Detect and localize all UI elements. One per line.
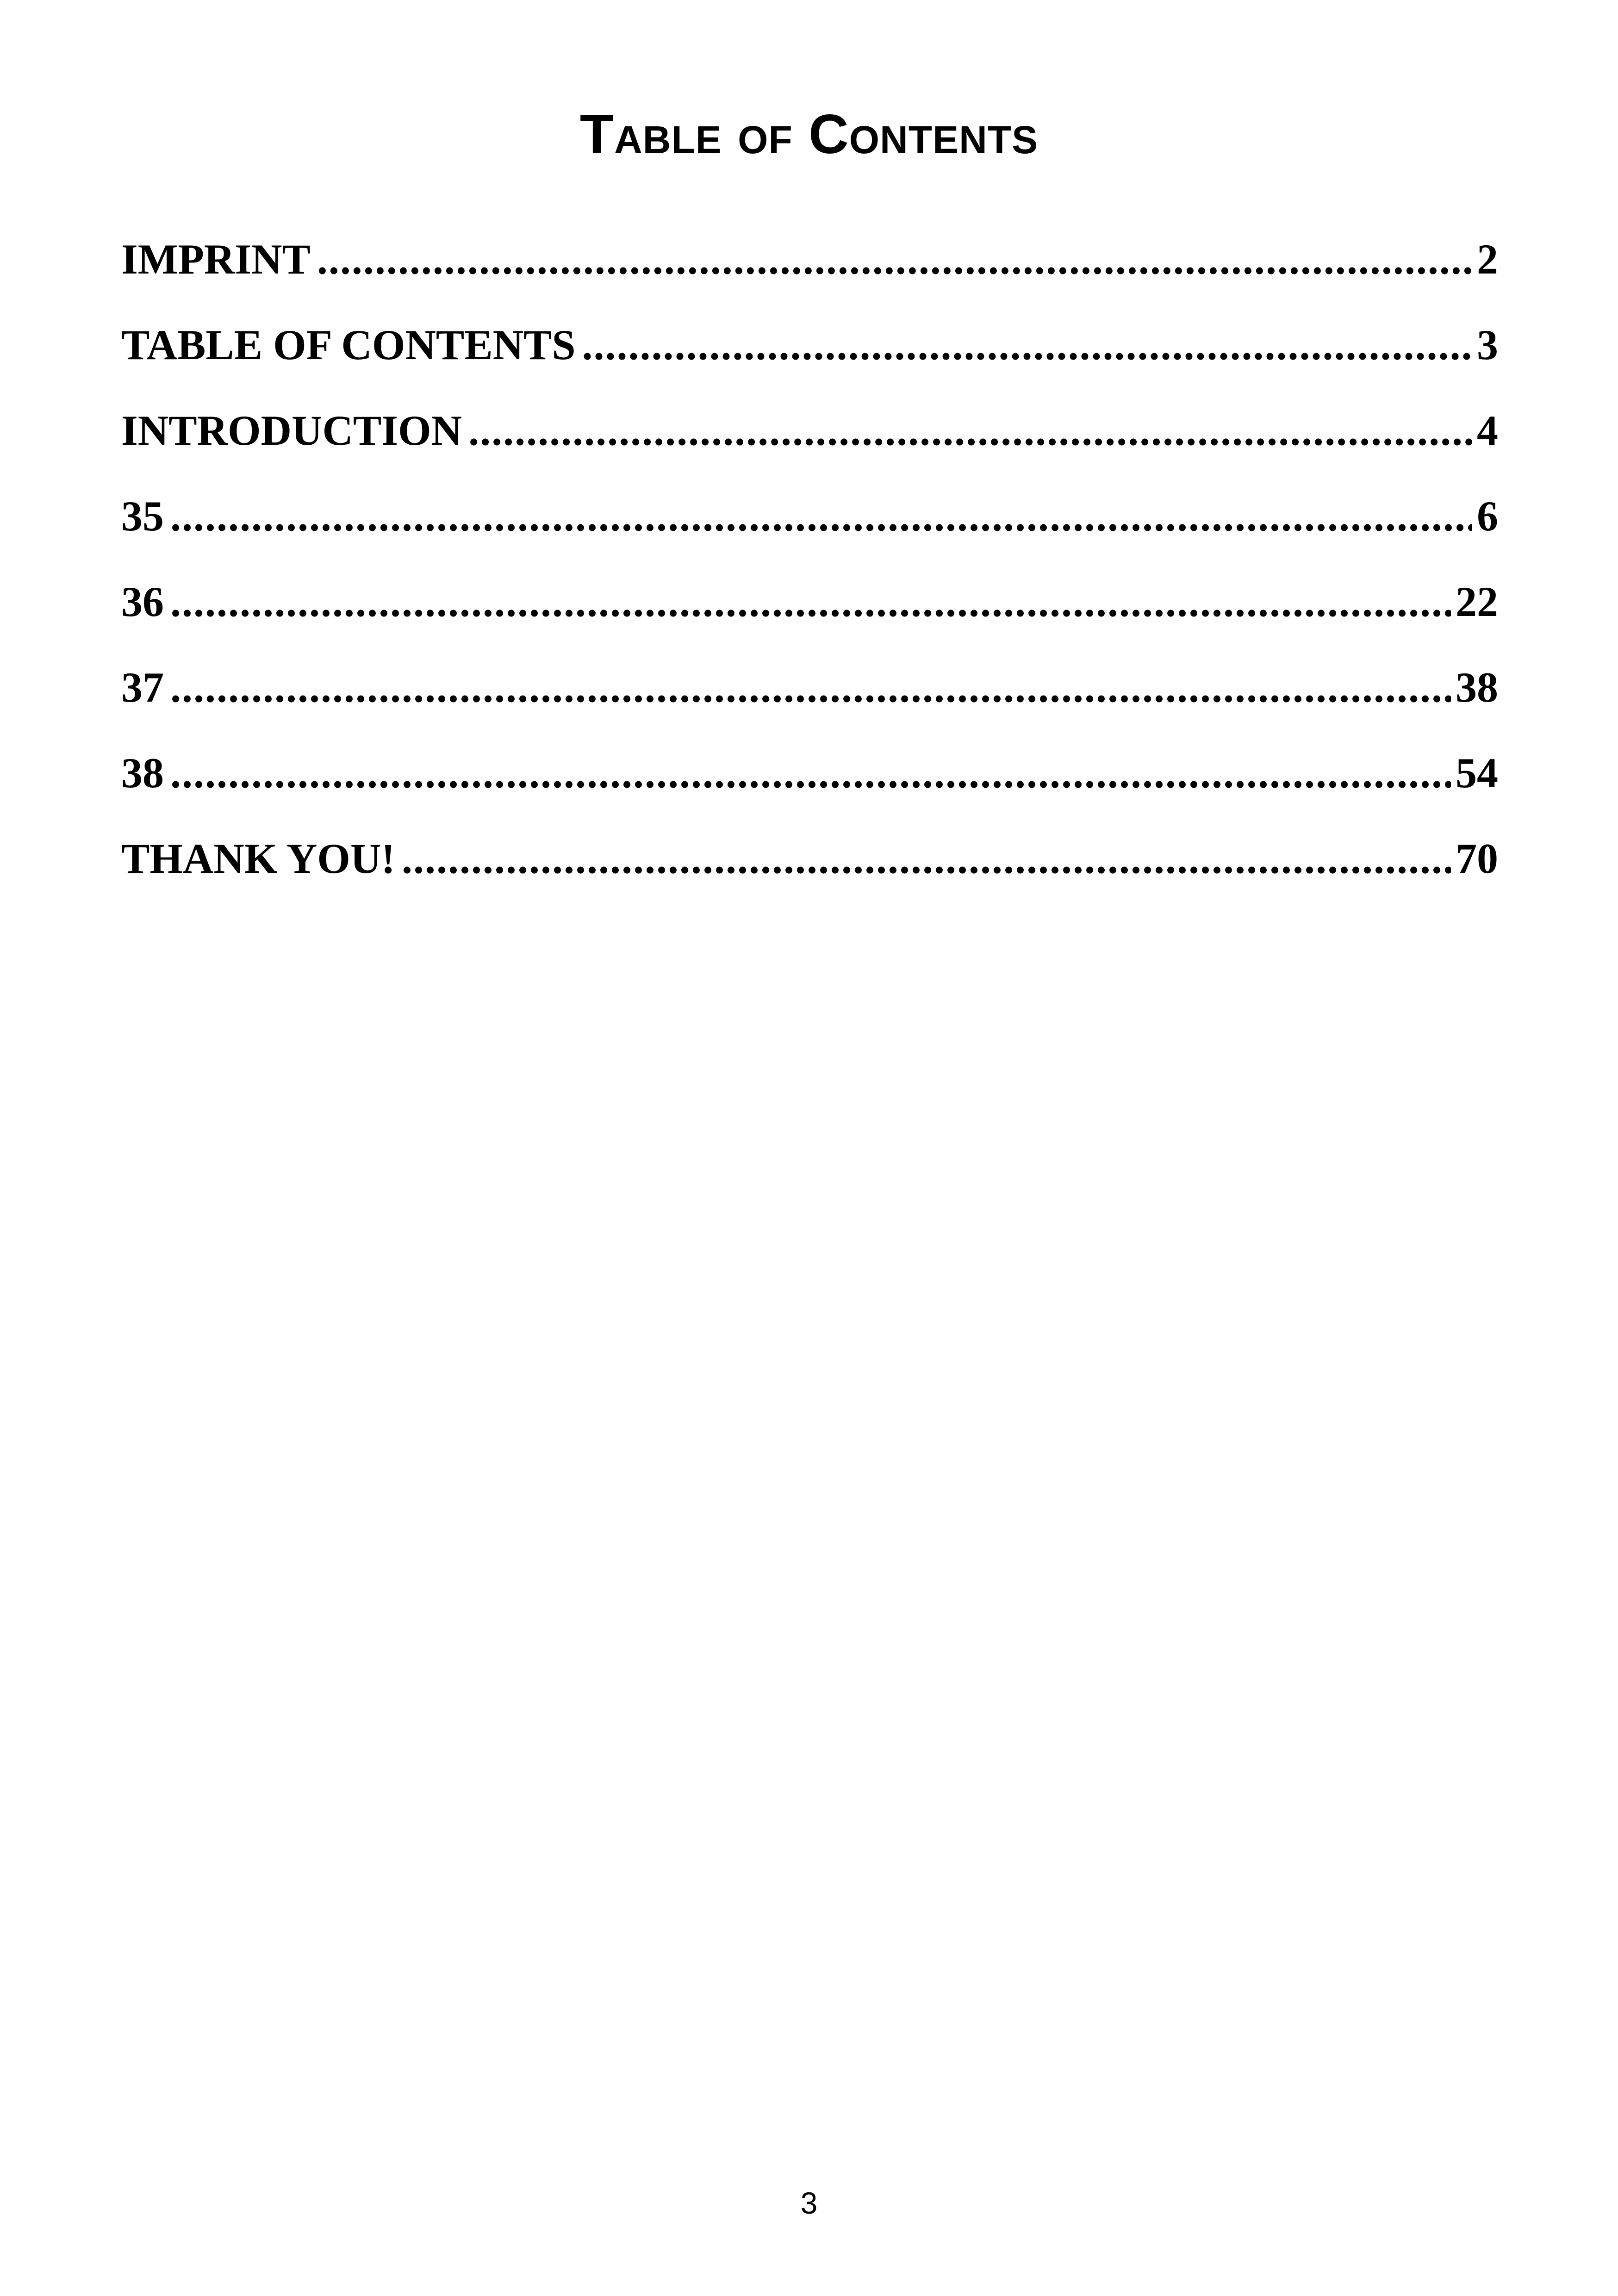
toc-entry-page: 22 — [1456, 578, 1498, 625]
dot-leader — [582, 319, 1472, 370]
toc-entry-page: 38 — [1456, 664, 1498, 711]
toc-entry-page: 70 — [1456, 835, 1498, 882]
toc-entry-page: 6 — [1477, 492, 1498, 540]
toc-entry-page: 4 — [1477, 407, 1498, 454]
toc-entry-introduction[interactable] — [121, 405, 1498, 491]
dot-leader — [170, 662, 1451, 713]
toc-entry-imprint[interactable] — [121, 234, 1498, 319]
dot-leader — [402, 833, 1451, 884]
toc-entry-37[interactable] — [121, 662, 1498, 747]
toc-entry-thank-you[interactable] — [121, 833, 1498, 919]
dot-leader — [170, 576, 1451, 627]
toc-entry-36[interactable] — [121, 576, 1498, 662]
toc-entry-label: THANK YOU! — [121, 835, 396, 882]
toc-entry-page: 54 — [1456, 749, 1498, 796]
toc-entry-label: 35 — [121, 492, 164, 540]
table-of-contents — [121, 234, 1498, 919]
toc-entry-label: 36 — [121, 578, 164, 625]
toc-entry-label: TABLE OF CONTENTS — [121, 321, 576, 368]
toc-entry-label: IMPRINT — [121, 236, 311, 283]
toc-entry-label: 37 — [121, 664, 164, 711]
toc-entry-label: 38 — [121, 749, 164, 796]
toc-entry-page: 2 — [1477, 236, 1498, 283]
dot-leader — [170, 747, 1451, 798]
page-number: 3 — [800, 2186, 818, 2220]
toc-entry-page: 3 — [1477, 321, 1498, 368]
toc-entry-label: INTRODUCTION — [121, 407, 462, 454]
toc-entry-table-of-contents[interactable] — [121, 319, 1498, 405]
toc-entry-38[interactable] — [121, 747, 1498, 833]
page-title: Table of Contents — [579, 103, 1039, 165]
toc-entry-35[interactable] — [121, 491, 1498, 576]
dot-leader — [468, 405, 1472, 456]
dot-leader — [170, 491, 1472, 541]
dot-leader — [317, 234, 1472, 285]
